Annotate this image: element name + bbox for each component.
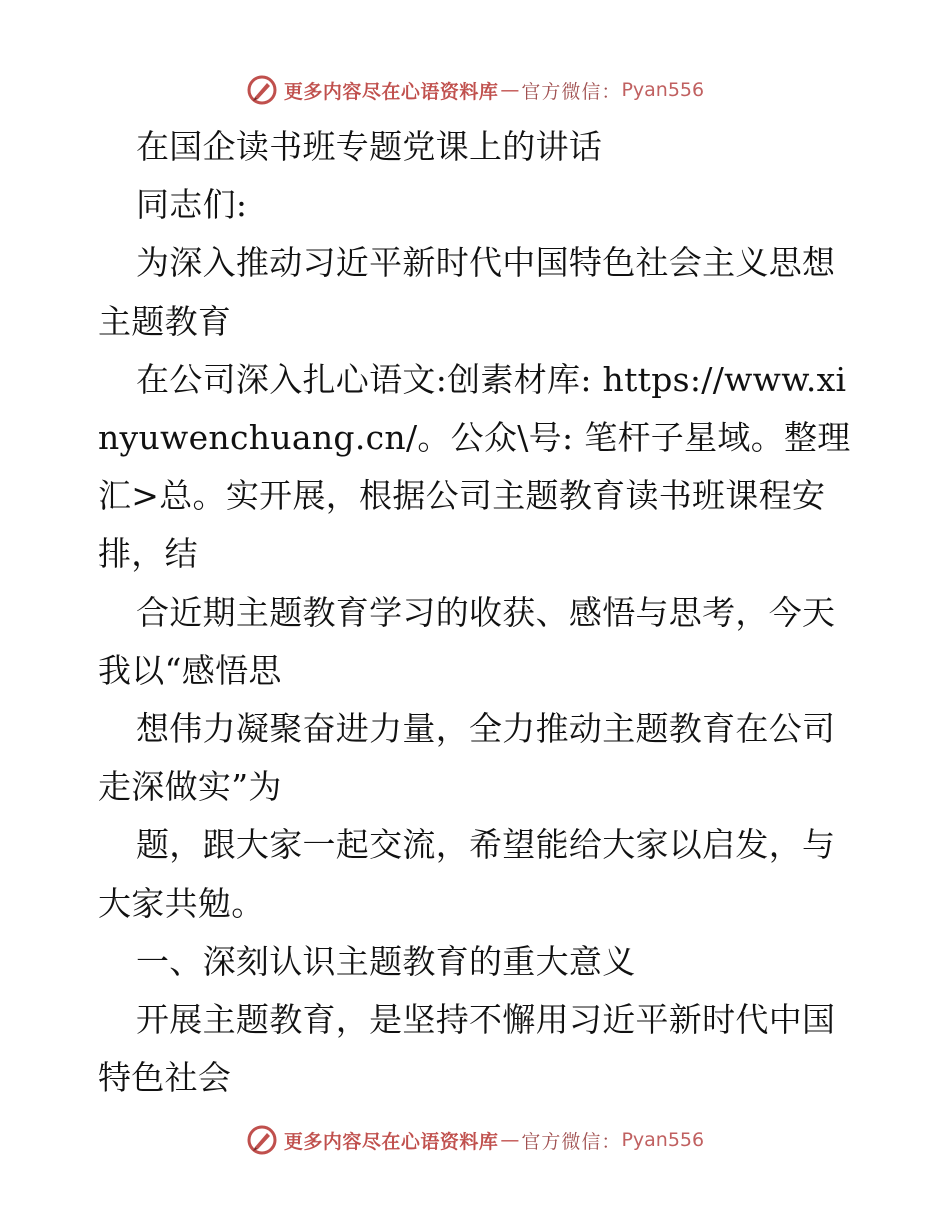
pen-logo-icon xyxy=(246,1124,278,1156)
watermark-wechat-label: 官方微信： xyxy=(521,80,622,103)
paragraph: 开展主题教育，是坚持不懈用习近平新时代中国特色社会 xyxy=(98,1000,836,1098)
watermark-text: 更多内容尽在心语资料库 xyxy=(283,80,499,103)
paragraph: 合近期主题教育学习的收获、感悟与思考，今天我以“感悟思 xyxy=(98,592,836,690)
watermark-text: 更多内容尽在心语资料库 xyxy=(283,1130,499,1153)
watermark-dash: — xyxy=(500,79,520,101)
pen-logo-icon xyxy=(246,74,278,106)
header-watermark xyxy=(0,70,950,110)
paragraph: 题，跟大家一起交流，希望能给大家以启发，与大家共勉。 xyxy=(98,825,836,923)
footer-watermark xyxy=(0,1120,950,1160)
watermark-wechat-id: Pyan556 xyxy=(621,79,705,101)
watermark-wechat-id: Pyan556 xyxy=(621,1129,705,1151)
paragraph: 为深入推动习近平新时代中国特色社会主义思想主题教育 xyxy=(98,243,836,341)
document-body xyxy=(98,118,858,1107)
watermark-dash: — xyxy=(500,1129,520,1151)
watermark-wechat-label: 官方微信： xyxy=(521,1130,622,1153)
paragraph: 在公司深入扎心语文:创素材库: https://www.xinyuwenchuang.cn/。公众\号: 笔杆子星域。整理汇>总。实开展，根据公司主题教育读书班课程安排，结 xyxy=(98,359,851,574)
salutation: 同志们: xyxy=(136,185,248,225)
paragraph: 想伟力凝聚奋进力量，全力推动主题教育在公司走深做实”为 xyxy=(98,709,836,807)
section-heading: 一、深刻认识主题教育的重大意义 xyxy=(136,941,636,981)
document-title: 在国企读书班专题党课上的讲话 xyxy=(136,127,603,166)
